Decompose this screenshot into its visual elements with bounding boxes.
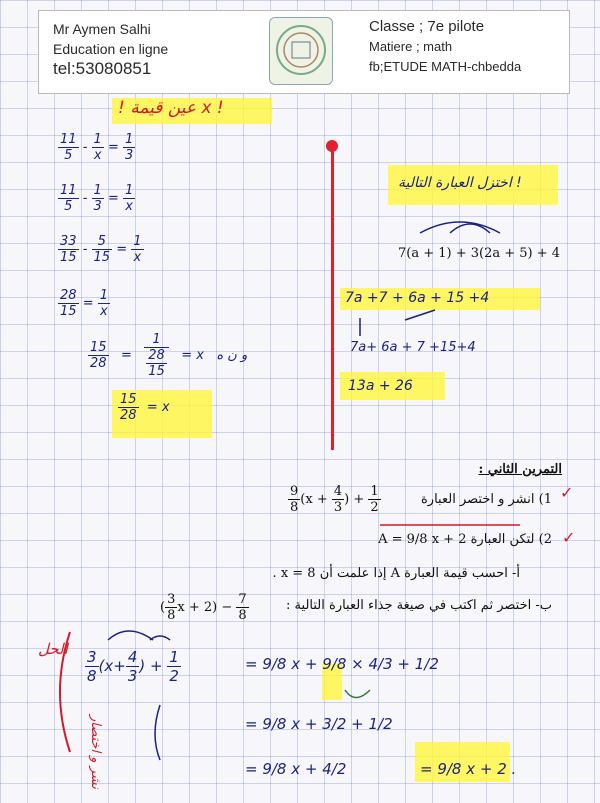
- exercise-q1-expression: $\frac{9}{8}$ (x + $\frac{4}{3}$ ) + $\frac{1}{2}$: [290, 484, 379, 515]
- equation-line-5: $\frac{15}{28}$ = 1 28 15 = x و ن ه: [90, 332, 248, 379]
- right-step-2: 7a+ 6a + 7 +15+4: [350, 340, 476, 355]
- right-result: 13a + 26: [348, 378, 413, 394]
- facebook-label: fb;ETUDE MATH-chbedda: [369, 59, 522, 74]
- exercise-q2a: أ- احسب قيمة العبارة A إذا علمت أن x = 8 .: [272, 566, 520, 581]
- equation-line-2: $\frac{11}{5}$ - $\frac{1}{3}$ = $\frac{1}{x}$: [60, 183, 134, 214]
- exercise-q2: 2) لتكن العبارة A = 9/8 x + 2: [378, 532, 552, 547]
- exercise-q2b-expression: ( $\frac{3}{8}$ x + 2) − $\frac{7}{8}$: [160, 592, 247, 623]
- teacher-subtitle: Education en ligne: [53, 41, 169, 57]
- exercise-q2b: ب- اختصر ثم اكتب في صيغة جذاء العبارة التالية :: [286, 598, 552, 613]
- left-result: $\frac{15}{28}$ = x: [120, 392, 170, 423]
- class-label: Classe ; 7e pilote: [369, 18, 485, 35]
- bracket: [155, 705, 160, 760]
- bracket: [60, 632, 70, 752]
- subject-label: Matiere ; math: [369, 39, 453, 54]
- solution-side-label-2: نشر و اختصار: [88, 715, 103, 790]
- right-expression: 7(a + 1) + 3(2a + 5) + 4: [398, 246, 561, 261]
- equation-line-3: $\frac{33}{15}$ - $\frac{5}{15}$ = $\frac{1}{x}$: [60, 234, 142, 265]
- solution-result: = 9/8 x + 2 .: [420, 760, 517, 778]
- check-icon: ✓: [560, 483, 574, 502]
- right-step-1: 7a +7 + 6a + 15 +4: [345, 290, 490, 306]
- arrow-icon: [405, 310, 435, 320]
- exercise-heading: التمرين الثاني :: [478, 462, 562, 477]
- bracket: [345, 690, 370, 698]
- solution-line-1: = 9/8 x + 9/8 × 4/3 + 1/2: [245, 655, 439, 673]
- equation-line-1: $\frac{11}{5}$ - $\frac{1}{x}$ = $\frac{1}{3}$: [60, 132, 134, 163]
- solution-side-label: الحل: [38, 640, 68, 658]
- arrow-icon: [108, 631, 153, 640]
- teacher-name: Mr Aymen Salhi: [53, 21, 151, 37]
- solution-line-3: = 9/8 x + 4/2: [245, 760, 347, 778]
- exercise-q1: 1) انشر و اختصر العبارة: [421, 492, 552, 507]
- right-title: ! اختزل العبارة التالية: [398, 175, 522, 191]
- equation-line-4: $\frac{28}{15}$ = $\frac{1}{x}$: [60, 288, 109, 319]
- left-title: ! عين قيمة x !: [118, 98, 224, 118]
- check-icon: ✓: [562, 528, 576, 547]
- solution-original-expression: $\frac{3}{8}$ (x+ $\frac{4}{3}$ ) + $\frac{1}{2}$: [87, 648, 179, 685]
- teacher-phone: tel:53080851: [53, 59, 152, 78]
- solution-line-2: = 9/8 x + 3/2 + 1/2: [245, 715, 393, 733]
